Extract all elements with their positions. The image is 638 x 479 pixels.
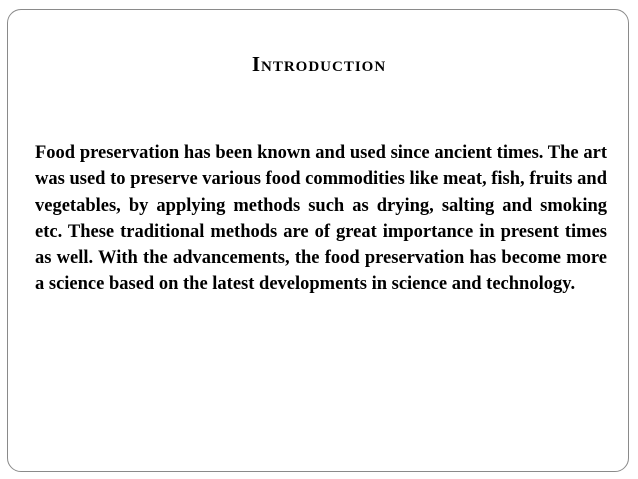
slide-title: Introduction [251,52,387,76]
slide-body-paragraph: Food preservation has been known and used since ancient times. The art was used to preserve various food commodities like meat, fish, fruits and vegetables, by applying methods such as drying, salting and smoking etc. These traditional methods are of great importance in present times as well. With the advancements, the food preservation has become more a science based on the latest developments in science and technology. [35,143,607,295]
